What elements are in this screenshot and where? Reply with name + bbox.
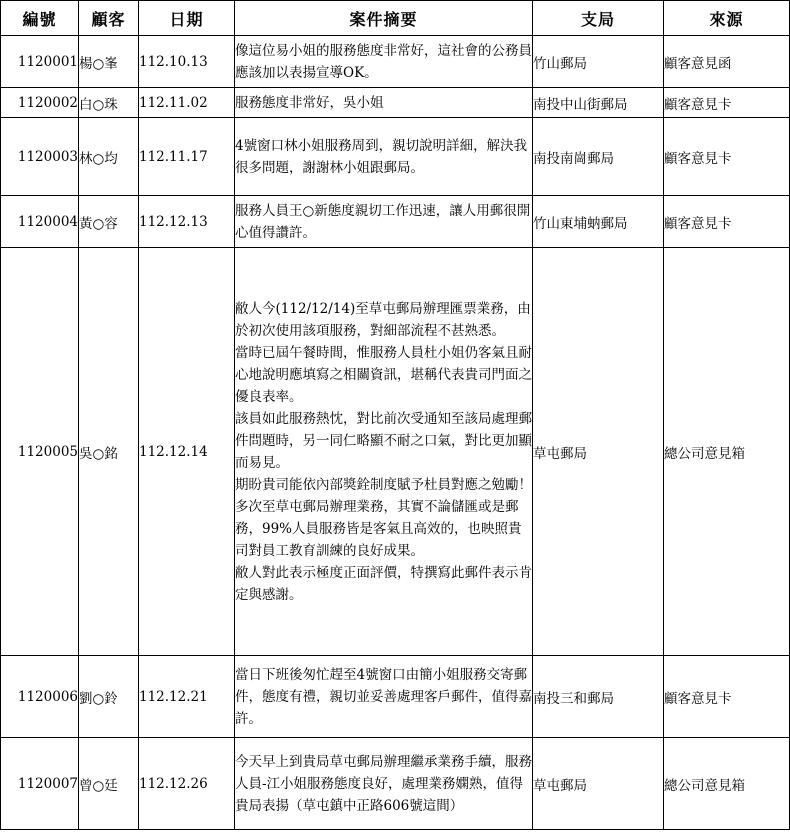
customer-name: 楊○峯: [79, 36, 139, 88]
header-no: 編號: [1, 1, 79, 36]
table-header: [1, 1, 790, 36]
case-date: 112.10.13: [139, 36, 235, 88]
customer-name: 吳○銘: [79, 248, 139, 656]
customer-name: 黃○容: [79, 196, 139, 248]
customer-name: 劉○鈴: [79, 656, 139, 738]
summary-paragraph: 服務態度非常好，吳小姐: [235, 94, 384, 111]
summary-paragraph: 當時已屆午餐時間，惟服務人員杜小姐仍客氣且耐心地說明應填寫之相關資訊，堪稱代表貴司門面之優良表率。: [235, 344, 532, 405]
case-date: 112.11.02: [139, 88, 235, 118]
branch-name: 竹山東埔蚋郵局: [533, 196, 664, 248]
branch-name: 南投南崗郵局: [533, 118, 664, 196]
customer-name: 林○均: [79, 118, 139, 196]
case-date: 112.12.21: [139, 656, 235, 738]
case-number: 1120005: [1, 248, 79, 656]
branch-name: 草屯郵局: [533, 738, 664, 830]
summary-paragraph: 多次至草屯郵局辦理業務，其實不論儲匯或是郵務，99%人員服務皆是客氣且高效的，也映照貴司對員工教育訓練的良好成果。: [235, 498, 522, 559]
summary-paragraph: 敝人今(112/12/14)至草屯郵局辦理匯票業務，由於初次使用該項服務，對細部流程不甚熟悉。: [235, 300, 531, 339]
case-source: 總公司意見箱: [664, 738, 790, 830]
case-number: 1120003: [1, 118, 79, 196]
table-row: [1, 36, 790, 88]
table-row: [1, 118, 790, 196]
case-summary: [235, 248, 533, 656]
table-body: [1, 36, 790, 830]
case-summary: [235, 118, 533, 196]
summary-paragraph: 像這位易小姐的服務態度非常好，這社會的公務員應該加以表揚宣導OK。: [235, 42, 532, 81]
header-customer: 顧客: [79, 1, 139, 36]
branch-name: 南投三和郵局: [533, 656, 664, 738]
customer-name: 曾○廷: [79, 738, 139, 830]
case-date: 112.12.13: [139, 196, 235, 248]
header-source: 來源: [664, 1, 790, 36]
case-date: 112.12.26: [139, 738, 235, 830]
summary-paragraph: 期盼貴司能依內部獎銓制度賦予杜員對應之勉勵！: [235, 476, 532, 493]
summary-paragraph: 敝人對此表示極度正面評價，特撰寫此郵件表示肯定與感謝。: [235, 564, 532, 603]
table-row: [1, 88, 790, 118]
customer-name: 白○珠: [79, 88, 139, 118]
case-number: 1120007: [1, 738, 79, 830]
case-source: 總公司意見箱: [664, 248, 790, 656]
summary-paragraph: 該員如此服務熱忱，對比前次受通知至該局處理郵件問題時，另一同仁略顯不耐之口氣，對比更加顯而易見。: [235, 410, 532, 471]
case-summary: [235, 738, 533, 830]
case-source: 顧客意見函: [664, 36, 790, 88]
case-source: 顧客意見卡: [664, 656, 790, 738]
case-source: 顧客意見卡: [664, 196, 790, 248]
case-number: 1120004: [1, 196, 79, 248]
branch-name: 草屯郵局: [533, 248, 664, 656]
summary-paragraph: 今天早上到貴局草屯郵局辦理繼承業務手續，服務人員-江小姐服務態度良好，處理業務嫻熟，值得貴局表揚（草屯鎮中正路606號這間）: [235, 753, 532, 814]
case-summary: [235, 196, 533, 248]
case-summary: [235, 88, 533, 118]
case-date: 112.11.17: [139, 118, 235, 196]
table-row: [1, 738, 790, 830]
case-summary: [235, 656, 533, 738]
case-source: 顧客意見卡: [664, 118, 790, 196]
header-date: 日期: [139, 1, 235, 36]
table-row: [1, 196, 790, 248]
summary-paragraph: 4號窗口林小姐服務周到，親切說明詳細，解決我很多問題，謝謝林小姐跟郵局。: [235, 137, 528, 176]
case-source: 顧客意見卡: [664, 88, 790, 118]
case-number: 1120006: [1, 656, 79, 738]
header-branch: 支局: [533, 1, 664, 36]
summary-paragraph: 當日下班後匆忙趕至4號窗口由簡小姐服務交寄郵件，態度有禮，親切並妥善處理客戶郵件，值得嘉許。: [235, 666, 532, 727]
table-row: [1, 656, 790, 738]
case-date: 112.12.14: [139, 248, 235, 656]
case-number: 1120001: [1, 36, 79, 88]
branch-name: 南投中山街郵局: [533, 88, 664, 118]
case-summary: [235, 36, 533, 88]
table-row: [1, 248, 790, 656]
summary-paragraph: 服務人員王○新態度親切工作迅速，讓人用郵很開心值得讚許。: [235, 202, 531, 241]
branch-name: 竹山郵局: [533, 36, 664, 88]
case-number: 1120002: [1, 88, 79, 118]
header-summary: 案件摘要: [235, 1, 533, 36]
header-row: [1, 1, 790, 36]
